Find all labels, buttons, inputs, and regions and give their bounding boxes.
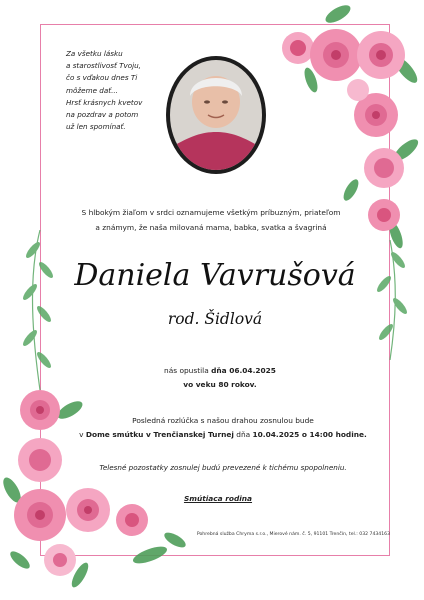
- portrait-photo: [166, 56, 266, 174]
- poem-line: čo s vďakou dnes Ti: [66, 73, 138, 83]
- funeral-service-footer: Pohrebná služba Chryma s.r.o., Mierové nám. č. 5, 91101 Trenčín, tel.: 032 7434163: [196, 532, 390, 537]
- death-prefix: nás opustila: [164, 366, 212, 375]
- funeral-info: [78, 414, 368, 442]
- poem-line: Za všetku lásku: [66, 49, 123, 58]
- announcement-line-2: a známym, že naša milovaná mama, babka, svatka a švagriná: [95, 222, 327, 232]
- death-info: [100, 364, 340, 392]
- poem-line: na pozdrav a potom: [66, 110, 139, 120]
- funeral-datetime: 10.04.2025 o 14:00 hodine.: [252, 430, 367, 439]
- funeral-prefix: v: [79, 430, 86, 439]
- funeral-place: Dome smútku v Trenčianskej Turnej: [85, 430, 234, 439]
- maiden-name: rod. Šidlová: [167, 310, 263, 328]
- announcement: [76, 206, 346, 235]
- deceased-name: Daniela Vavrušová: [74, 258, 356, 293]
- poem-line: už len spomínať.: [66, 122, 126, 132]
- poem-line: a starostlivosť Tvoju,: [66, 61, 141, 71]
- death-date: dňa 06.04.2025: [211, 366, 276, 375]
- announcement-line-1: S hlbokým žiaľom v srdci oznamujeme všetkým príbuzným, priateľom: [81, 208, 341, 217]
- poem: [66, 48, 158, 133]
- poem-line: Hrsť krásnych kvetov: [66, 97, 143, 107]
- funeral-mid: dňa: [233, 430, 253, 439]
- remains-note: Telesné pozostatky zosnulej budú prevezené k tichému spopolneniu.: [99, 463, 347, 472]
- mourning-family: Smútiaca rodina: [183, 494, 253, 503]
- poem-line: môžeme dať...: [66, 85, 118, 95]
- roses-bottom-left: [0, 370, 200, 600]
- funeral-line-1: Posledná rozlúčka s našou drahou zosnulou bude: [132, 416, 314, 425]
- death-age: vo veku 80 rokov.: [183, 380, 257, 389]
